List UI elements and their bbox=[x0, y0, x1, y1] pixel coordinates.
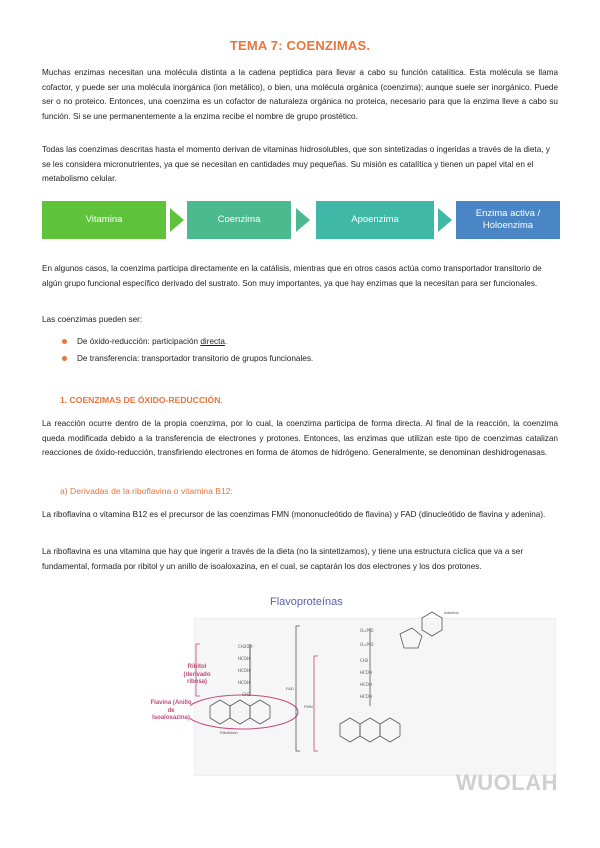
flow-box-holoenzima: Enzima activa / Holoenzima bbox=[456, 201, 560, 239]
section-heading-oxido-reduccion: 1. COENZIMAS DE ÓXIDO-REDUCCIÓN. bbox=[60, 395, 223, 405]
types-list bbox=[62, 333, 313, 367]
flow-box-vitamina: Vitamina bbox=[42, 201, 166, 239]
bullet-icon bbox=[62, 356, 67, 361]
wuolah-watermark: WUOLAH bbox=[456, 770, 558, 795]
svg-text:HCOH: HCOH bbox=[360, 694, 372, 699]
flow-arrow-icon bbox=[438, 208, 452, 232]
flavin-structure-diagram bbox=[190, 596, 570, 776]
list-item: De óxido-reducción: participación directa. bbox=[62, 333, 313, 350]
flow-box-apoenzima: Apoenzima bbox=[316, 201, 434, 239]
riboflavina-paragraph: La riboflavina o vitamina B12 es el precursor de las coenzimas FMN (mononucleótido de flavina) y FAD (dinucleótido de flavina y adenina). bbox=[42, 510, 546, 519]
flow-arrow-icon bbox=[170, 208, 184, 232]
types-intro: Las coenzimas pueden ser: bbox=[42, 315, 143, 324]
fmn-label: FMN bbox=[304, 704, 313, 709]
flavoproteins-figure bbox=[150, 596, 570, 776]
svg-text:CH2OH: CH2OH bbox=[238, 644, 253, 649]
riboflavin-caption: Riboflavin bbox=[220, 730, 238, 735]
svg-text:HCOH: HCOH bbox=[360, 682, 372, 687]
svg-text:CH2: CH2 bbox=[360, 658, 369, 663]
bullet-icon bbox=[62, 339, 67, 344]
adenine-label: Adenine bbox=[444, 610, 459, 615]
flow-box-coenzima: Coenzima bbox=[187, 201, 291, 239]
flavina-label: Flavina (Anillo de Isoaloxazina) bbox=[150, 700, 192, 721]
intro-paragraph: Muchas enzimas necesitan una molécula distinta a la cadena peptídica para llevar a cabo su función catalítica. Esta molécula se llama cofactor, y puede ser una molécula inorgánica (ion metálico), o bien, una molécula orgánica (coenzima); aunque suele ser inorgánico. Puede ser o no proteico. Entonces, una coenzima es un cofactor de naturaleza orgánica no proteica, necesario para que la enzima lleve a cabo su función. Si se une permanentemente a la enzima recibe el nombre de grupo prostético. bbox=[42, 68, 558, 121]
riboflavina-structure-paragraph: La riboflavina es una vitamina que hay que ingerir a través de la dieta (no la sintetizamos), y tiene una estructura cíclica que va a ser fundamental, formada por ribitol y un anillo de isoaloxazina, en el cual, se captarán los dos electrones y los dos protones. bbox=[42, 547, 524, 571]
page-title: TEMA 7: COENZIMAS. bbox=[229, 38, 371, 53]
svg-text:CH2: CH2 bbox=[242, 692, 251, 697]
svg-text:HCOH: HCOH bbox=[238, 668, 250, 673]
flow-arrow-icon bbox=[296, 208, 310, 232]
ribitol-label: Ribitol (derivado ribosa) bbox=[183, 664, 211, 685]
svg-text:HCOH: HCOH bbox=[238, 680, 250, 685]
subsection-heading-riboflavina: a) Derivadas de la riboflavina o vitamina B12: bbox=[60, 486, 233, 496]
list-item: De transferencia: transportador transitorio de grupos funcionales. bbox=[62, 350, 313, 367]
figure-title: Flavoproteínas bbox=[270, 596, 343, 608]
vitamins-paragraph: Todas las coenzimas descritas hasta el momento derivan de vitaminas hidrosolubles, que son sintetizadas o ingeridas a través de la dieta, y se les considera micronutrientes, ya que se necesitan en cantidades muy pequeñas. Su misión es catalítica y tienen un papel vital en el metabolismo celular. bbox=[42, 145, 550, 183]
fad-label: FAD bbox=[286, 686, 294, 691]
svg-text:O=P-O: O=P-O bbox=[360, 628, 374, 633]
svg-text:HCOH: HCOH bbox=[360, 670, 372, 675]
svg-text:O=P-O: O=P-O bbox=[360, 642, 374, 647]
oxido-reduccion-paragraph: La reacción ocurre dentro de la propia coenzima, por lo cual, la coenzima participa de forma directa. Al final de la reacción, la coenzima queda modificada debido a la transferencia de electrones y protones. Entonces, las enzimas que utilizan este tipo de coenzimas catalizan reacciones de óxido-reducción, transfiriendo electrones en forma de átomos de hidrógeno. Generalmente, se denominan deshidrogenasas. bbox=[42, 419, 558, 457]
coenzyme-flow-diagram bbox=[42, 198, 562, 242]
catalysis-paragraph: En algunos casos, la coenzima participa directamente en la catálisis, mientras que en otros casos actúa como transportador transitorio de algún grupo funcional específico derivado del sustrato. Son muy importantes, ya que hay enzimas que la necesitan para ser funcionales. bbox=[42, 264, 542, 288]
svg-text:HCOH: HCOH bbox=[238, 656, 250, 661]
